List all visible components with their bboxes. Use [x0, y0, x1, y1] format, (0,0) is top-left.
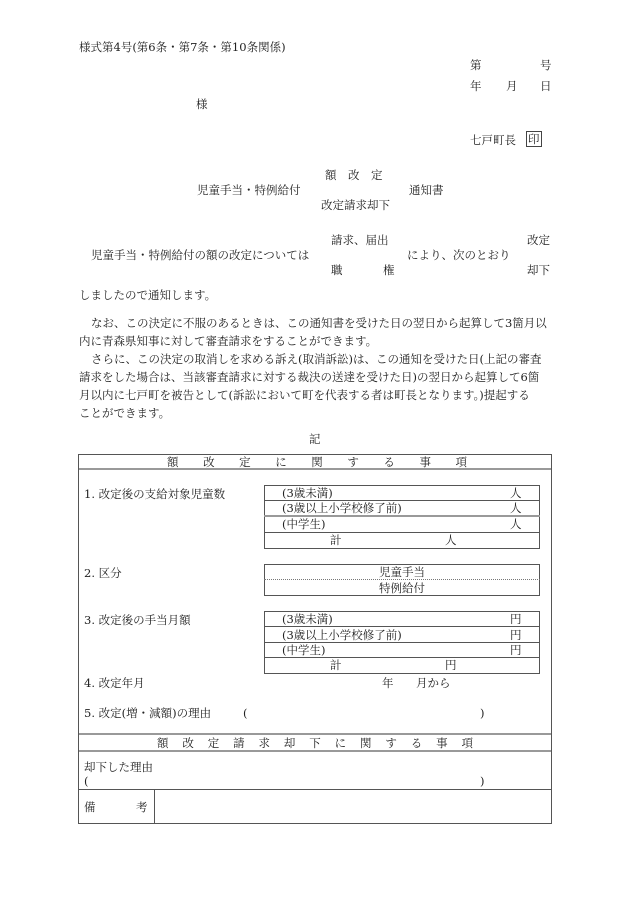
reason-option-ex-officio-1: 職 [331, 263, 343, 277]
notice-line: 月以内に七戸町を被告として(訴訟において町を代表する者は町長となります。)提起する [79, 388, 530, 402]
notice-line: ことができます。 [79, 406, 171, 420]
amount-row-unit: 円 [510, 628, 522, 642]
item5-label: 5. 改定(増・減額)の理由 [84, 706, 212, 720]
count-total-label: 計 [330, 533, 342, 547]
header-char: す [385, 736, 397, 750]
rejection-reason-label: 却下した理由 [84, 760, 153, 774]
item2-label: 2. 区分 [84, 566, 122, 580]
body-line-mid: により、次のとおり [407, 248, 511, 262]
count-row-label: (3歳未満) [282, 486, 333, 500]
notice-line: 内に青森県知事に対して審査請求をすることができます。 [79, 334, 378, 348]
close-paren: ) [480, 774, 485, 788]
header-char: 項 [461, 736, 473, 750]
item1-label: 1. 改定後の支給対象児童数 [84, 487, 226, 501]
header-char: 関 [311, 455, 323, 469]
remarks-column-divider [154, 789, 155, 823]
recipient-name-field[interactable] [80, 97, 192, 111]
header-char: 改 [203, 455, 215, 469]
seal-stamp [526, 131, 542, 147]
count-row-unit: 人 [510, 486, 522, 500]
amount-total-label: 計 [330, 658, 342, 672]
doc-number-field[interactable] [501, 58, 531, 72]
header-char: 求 [258, 736, 270, 750]
category-option-child-allowance[interactable]: 児童手当 [379, 565, 425, 579]
amount-row-unit: 円 [510, 643, 522, 657]
notice-line: なお、この決定に不服のあるときは、この通知書を受けた日の翌日から起算して3箇月以 [91, 316, 547, 330]
title-left: 児童手当・特例給付 [197, 183, 301, 197]
section1-header-divider [79, 468, 551, 470]
reason-option-request: 請求、届出 [331, 233, 389, 247]
header-char: に [334, 736, 347, 750]
header-char: る [410, 736, 423, 750]
count-row-unit: 人 [510, 517, 522, 531]
row-divider [264, 579, 540, 580]
header-char: 定 [207, 736, 220, 750]
title-option-revision-rejection: 改定請求却下 [321, 198, 390, 212]
amount-row-label: (3歳以上小学校修了前) [282, 628, 402, 642]
date-month-label: 月 [506, 79, 518, 93]
item3-label: 3. 改定後の手当月額 [84, 613, 191, 627]
section2-top-divider [79, 733, 551, 735]
item4-label: 4. 改定年月 [84, 676, 145, 690]
revision-year-label: 年 [382, 676, 394, 690]
recipient-suffix: 様 [196, 97, 208, 111]
open-paren: ( [84, 774, 89, 788]
sender-name: 七戸町長 [470, 133, 516, 147]
ki-heading: 記 [309, 432, 321, 446]
date-day-label: 日 [540, 79, 552, 93]
header-char: 却 [283, 736, 296, 750]
revision-year-field[interactable] [340, 676, 380, 690]
amount-preschool-field[interactable] [410, 628, 500, 642]
reason-option-ex-officio-2: 権 [383, 263, 395, 277]
header-char: 下 [309, 736, 321, 750]
doc-number-suffix: 号 [540, 58, 552, 72]
header-char: 定 [239, 455, 251, 469]
form-number: 様式第4号(第6条・第7条・第10条関係) [79, 40, 286, 54]
header-char: 事 [436, 736, 448, 750]
date-year-label: 年 [470, 79, 482, 93]
remarks-label-2: 考 [136, 800, 148, 814]
revision-month-label: 月から [416, 676, 451, 690]
header-char: す [347, 455, 359, 469]
header-char: 関 [360, 736, 372, 750]
count-total-unit: 人 [445, 533, 457, 547]
count-row-unit: 人 [510, 501, 522, 515]
amount-row-unit: 円 [510, 612, 522, 626]
count-under3-field[interactable] [340, 486, 500, 500]
section1-header [167, 455, 467, 469]
header-char: 額 [157, 736, 169, 750]
close-paren: ) [480, 706, 485, 720]
remarks-field[interactable] [158, 792, 548, 820]
header-char: に [275, 455, 287, 469]
count-total-field[interactable] [350, 533, 440, 547]
amount-row-label: (3歳未満) [282, 612, 333, 626]
count-preschool-field[interactable] [410, 501, 500, 515]
notice-line: さらに、この決定の取消しを求める訴え(取消訴訟)は、この通知を受けた日(上記の審査 [91, 352, 542, 366]
category-option-special-benefit[interactable]: 特例給付 [379, 581, 425, 595]
amount-row-label: (中学生) [282, 643, 326, 657]
count-middle-school-field[interactable] [340, 517, 500, 531]
section2-header [157, 736, 473, 750]
amount-total-field[interactable] [350, 658, 440, 672]
remarks-label-1: 備 [84, 800, 96, 814]
body-line-start: 児童手当・特例給付の額の改定については [91, 248, 310, 262]
action-option-reject: 却下 [527, 263, 550, 277]
seal-icon: 印 [528, 132, 540, 146]
doc-number-prefix: 第 [470, 58, 482, 72]
count-row-label: (中学生) [282, 517, 326, 531]
remarks-divider [79, 789, 551, 790]
header-char: 額 [167, 455, 179, 469]
header-char: 項 [455, 455, 467, 469]
amount-total-unit: 円 [445, 658, 457, 672]
title-option-amount-revision: 額 改 定 [325, 168, 383, 182]
date-year-field[interactable] [449, 79, 469, 93]
header-char: 請 [233, 736, 245, 750]
header-char: 事 [419, 455, 431, 469]
revision-month-field[interactable] [396, 676, 412, 690]
row-divider [264, 626, 540, 627]
action-option-revise: 改定 [527, 233, 550, 247]
header-char: る [383, 455, 395, 469]
amount-under3-field[interactable] [340, 612, 500, 626]
notice-line: 請求をした場合は、当該審査請求に対する裁決の送達を受けた日)の翌日から起算して6箇 [79, 370, 540, 384]
count-row-label: (3歳以上小学校修了前) [282, 501, 402, 515]
body-line-end: しましたので通知します。 [79, 288, 217, 302]
rejection-reason-field[interactable] [94, 774, 474, 788]
title-right: 通知書 [409, 183, 444, 197]
header-char: 改 [182, 736, 194, 750]
section2-header-divider [79, 750, 551, 752]
open-paren: ( [243, 706, 248, 720]
revision-reason-field[interactable] [252, 706, 474, 720]
amount-middle-school-field[interactable] [340, 643, 500, 657]
